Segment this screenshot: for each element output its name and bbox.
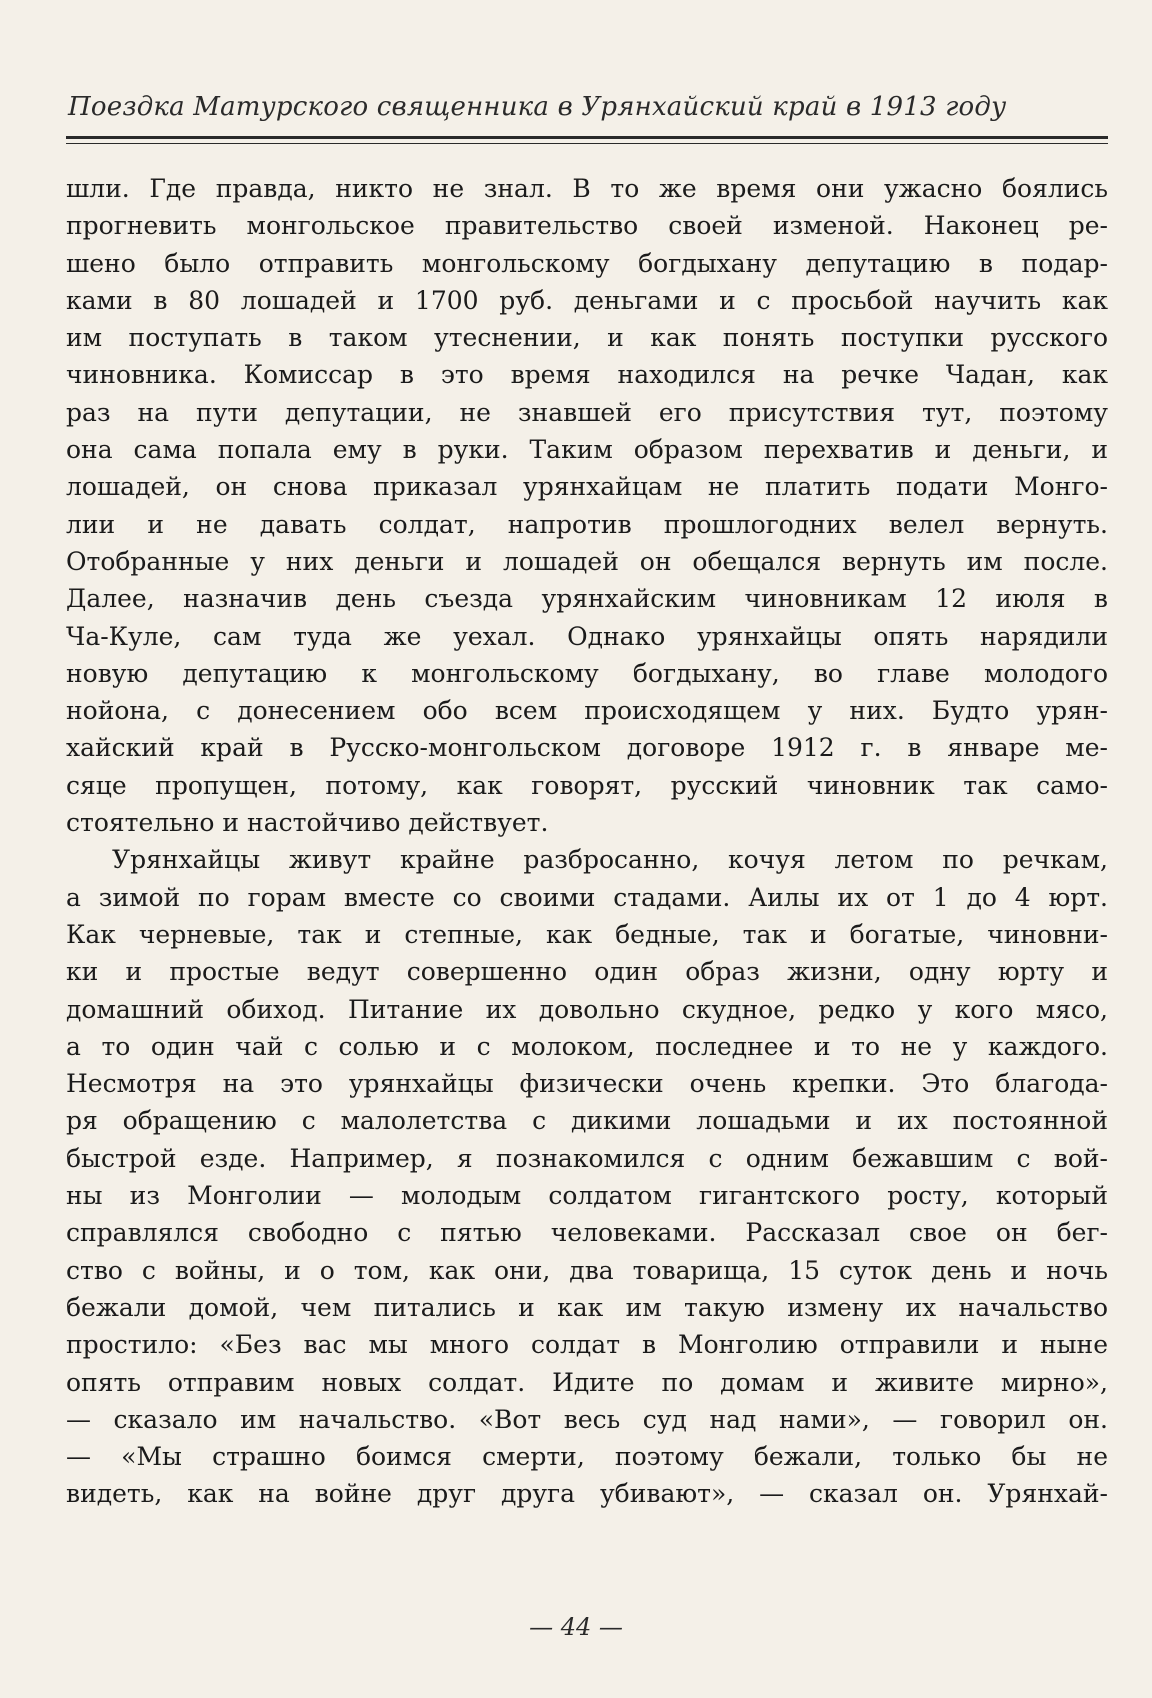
text-line: ны из Монголии — молодым солдатом гигантского росту, который (66, 1181, 1108, 1211)
text-line: лии и не давать солдат, напротив прошлогодних велел вернуть. (66, 509, 1108, 539)
text-line: Отобранные у них деньги и лошадей он обещался вернуть им после. (66, 546, 1108, 576)
header-rule-thick (66, 136, 1108, 139)
text-line: бежали домой, чем питались и как им такую измену их начальство (66, 1292, 1108, 1322)
text-line: шено было отправить монгольскому богдыхану депутацию в подар- (66, 248, 1108, 278)
text-line: чиновника. Комиссар в это время находился на речке Чадан, как (66, 360, 1108, 390)
text-line: раз на пути депутации, не знавшей его присутствия тут, поэтому (66, 397, 1108, 427)
text-line: прогневить монгольское правительство своей изменой. Наконец ре- (66, 211, 1108, 241)
text-line: стоятельно и настойчиво действует. (66, 808, 549, 838)
text-line: шли. Где правда, никто не знал. В то же время они ужасно боялись (66, 174, 1108, 203)
body-text (66, 170, 1108, 1513)
text-line: Несмотря на это урянхайцы физически очень крепки. Это благода- (66, 1069, 1108, 1099)
text-line: ря обращению с малолетства с дикими лошадьми и их постоянной (66, 1106, 1108, 1136)
running-header-title: Поездка Матурского священника в Урянхайский край в 1913 году (68, 92, 1007, 122)
header-rule-thin (66, 143, 1108, 144)
text-line: справлялся свободно с пятью человеками. Рассказал свое он бег- (66, 1218, 1108, 1248)
text-line: простило: «Без вас мы много солдат в Монголию отправили и ныне (66, 1330, 1108, 1360)
text-line: ками в 80 лошадей и 1700 руб. деньгами и с просьбой научить как (66, 285, 1108, 315)
text-line: им поступать в таком утеснении, и как понять поступки русского (66, 323, 1108, 353)
text-line: хайский край в Русско-монгольском договоре 1912 г. в январе ме- (66, 733, 1108, 763)
text-line: ки и простые ведут совершенно один образ жизни, одну юрту и (66, 957, 1108, 987)
text-line: видеть, как на войне друг друга убивают», — сказал он. Урянхай- (66, 1479, 1108, 1509)
text-line: Урянхайцы живут крайне разбросанно, кочуя летом по речкам, (112, 845, 1108, 875)
text-line: сяце пропущен, потому, как говорят, русский чиновник так само- (66, 770, 1108, 800)
text-line: лошадей, он снова приказал урянхайцам не платить подати Монго- (66, 472, 1108, 502)
text-line: а то один чай с солью и с молоком, последнее и то не у каждого. (66, 1031, 1108, 1061)
text-line: а зимой по горам вместе со своими стадами. Аилы их от 1 до 4 юрт. (66, 882, 1108, 912)
page-number: — 44 — (529, 1613, 623, 1641)
text-line: домашний обиход. Питание их довольно скудное, редко у кого мясо, (66, 994, 1108, 1024)
text-line: Как черневые, так и степные, как бедные, так и богатые, чиновни- (66, 919, 1108, 949)
text-line: опять отправим новых солдат. Идите по домам и живите мирно», (66, 1367, 1108, 1397)
text-line: новую депутацию к монгольскому богдыхану, во главе молодого (66, 658, 1108, 688)
text-line: Ча-Куле, сам туда же уехал. Однако урянхайцы опять нарядили (66, 621, 1108, 651)
text-line: Далее, назначив день съезда урянхайским чиновникам 12 июля в (66, 584, 1108, 614)
text-line: нойона, с донесением обо всем происходящем у них. Будто урян- (66, 696, 1108, 726)
text-line: быстрой езде. Например, я познакомился с одним бежавшим с вой- (66, 1143, 1108, 1173)
text-line: — сказало им начальство. «Вот весь суд над нами», — говорил он. (66, 1404, 1108, 1434)
text-line: ство с войны, и о том, как они, два товарища, 15 суток день и ночь (66, 1255, 1108, 1285)
text-line: — «Мы страшно боимся смерти, поэтому бежали, только бы не (66, 1442, 1108, 1472)
text-line: она сама попала ему в руки. Таким образом перехватив и деньги, и (66, 435, 1108, 465)
